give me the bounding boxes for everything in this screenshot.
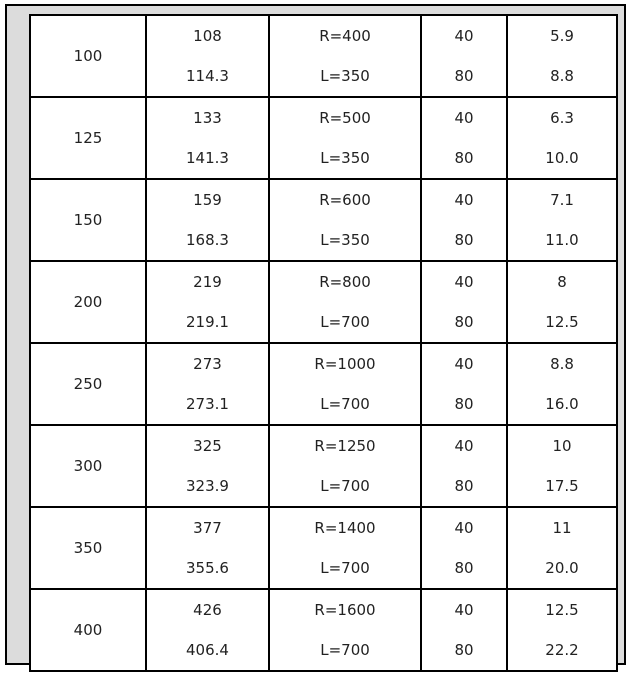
thickness-cell-value: 5.9 [550, 27, 574, 45]
radius-length-cell-pair [270, 189, 420, 251]
outer-diameter-cell-value: 323.9 [186, 477, 229, 495]
table-row [30, 179, 617, 261]
nominal-size-cell: 100 [30, 15, 146, 97]
radius-length-cell-pair [270, 435, 420, 497]
table-row [30, 343, 617, 425]
radius-length-cell-value: R=400 [319, 27, 371, 45]
outer-diameter-cell-pair [147, 271, 268, 333]
radius-length-cell-value: R=600 [319, 191, 371, 209]
pressure-cell-pair [422, 599, 506, 661]
thickness-cell-value: 20.0 [545, 559, 579, 577]
pressure-cell-value: 80 [454, 641, 474, 659]
outer-diameter-cell-value: 377 [193, 519, 222, 537]
radius-length-cell-value: L=350 [320, 149, 370, 167]
pressure-cell [421, 261, 507, 343]
thickness-cell [507, 15, 617, 97]
outer-diameter-cell-value: 406.4 [186, 641, 229, 659]
thickness-cell-pair [508, 599, 616, 661]
pressure-cell [421, 97, 507, 179]
outer-diameter-cell-value: 159 [193, 191, 222, 209]
radius-length-cell-value: R=1250 [314, 437, 376, 455]
pressure-cell-pair [422, 353, 506, 415]
thickness-cell [507, 425, 617, 507]
outer-diameter-cell [146, 425, 269, 507]
radius-length-cell-value: L=700 [320, 641, 370, 659]
outer-diameter-cell-value: 114.3 [186, 67, 229, 85]
outer-diameter-cell-pair [147, 517, 268, 579]
radius-length-cell-pair [270, 599, 420, 661]
thickness-cell [507, 261, 617, 343]
radius-length-cell-value: L=700 [320, 477, 370, 495]
thickness-cell-value: 8.8 [550, 355, 574, 373]
outer-diameter-cell-pair [147, 107, 268, 169]
radius-length-cell-value: R=500 [319, 109, 371, 127]
pressure-cell [421, 15, 507, 97]
nominal-size-cell: 300 [30, 425, 146, 507]
nominal-size-cell: 200 [30, 261, 146, 343]
outer-diameter-cell-value: 355.6 [186, 559, 229, 577]
outer-diameter-cell-value: 219 [193, 273, 222, 291]
radius-length-cell [269, 343, 421, 425]
radius-length-cell [269, 15, 421, 97]
thickness-cell-pair [508, 271, 616, 333]
radius-length-cell-value: L=700 [320, 313, 370, 331]
radius-length-cell [269, 507, 421, 589]
pressure-cell-pair [422, 435, 506, 497]
thickness-cell-value: 12.5 [545, 313, 579, 331]
radius-length-cell-pair [270, 25, 420, 87]
thickness-cell-pair [508, 435, 616, 497]
pressure-cell [421, 507, 507, 589]
pressure-cell-value: 80 [454, 313, 474, 331]
thickness-cell-pair [508, 107, 616, 169]
radius-length-cell-value: L=700 [320, 395, 370, 413]
outer-diameter-cell [146, 507, 269, 589]
thickness-cell-value: 12.5 [545, 601, 579, 619]
pressure-cell [421, 343, 507, 425]
outer-diameter-cell [146, 261, 269, 343]
radius-length-cell-value: R=1400 [314, 519, 376, 537]
outer-diameter-cell-value: 108 [193, 27, 222, 45]
table-frame [5, 4, 626, 665]
spec-table [29, 14, 618, 672]
outer-diameter-cell-value: 219.1 [186, 313, 229, 331]
radius-length-cell-value: L=350 [320, 231, 370, 249]
outer-diameter-cell-value: 273.1 [186, 395, 229, 413]
thickness-cell [507, 97, 617, 179]
outer-diameter-cell-pair [147, 353, 268, 415]
outer-diameter-cell [146, 179, 269, 261]
table-row [30, 15, 617, 97]
outer-diameter-cell-value: 426 [193, 601, 222, 619]
outer-diameter-cell-value: 141.3 [186, 149, 229, 167]
table-row [30, 97, 617, 179]
radius-length-cell-pair [270, 353, 420, 415]
outer-diameter-cell-value: 325 [193, 437, 222, 455]
outer-diameter-cell-pair [147, 189, 268, 251]
thickness-cell-value: 10 [552, 437, 572, 455]
radius-length-cell [269, 261, 421, 343]
radius-length-cell [269, 589, 421, 671]
pressure-cell-value: 80 [454, 559, 474, 577]
thickness-cell [507, 343, 617, 425]
pressure-cell [421, 425, 507, 507]
pressure-cell-pair [422, 517, 506, 579]
outer-diameter-cell-pair [147, 599, 268, 661]
nominal-size-cell: 350 [30, 507, 146, 589]
thickness-cell-value: 8.8 [550, 67, 574, 85]
thickness-cell-pair [508, 517, 616, 579]
outer-diameter-cell-value: 273 [193, 355, 222, 373]
pressure-cell-value: 40 [454, 601, 474, 619]
table-row [30, 589, 617, 671]
spec-table-body [30, 15, 617, 671]
outer-diameter-cell-value: 168.3 [186, 231, 229, 249]
pressure-cell-value: 80 [454, 231, 474, 249]
pressure-cell-value: 40 [454, 437, 474, 455]
table-row [30, 261, 617, 343]
radius-length-cell-value: L=350 [320, 67, 370, 85]
pressure-cell-value: 80 [454, 149, 474, 167]
nominal-size-cell: 150 [30, 179, 146, 261]
outer-diameter-cell [146, 343, 269, 425]
thickness-cell-pair [508, 189, 616, 251]
table-row [30, 507, 617, 589]
radius-length-cell-pair [270, 271, 420, 333]
table-row [30, 425, 617, 507]
thickness-cell-value: 8 [557, 273, 567, 291]
pressure-cell-value: 40 [454, 27, 474, 45]
radius-length-cell-pair [270, 517, 420, 579]
nominal-size-cell: 250 [30, 343, 146, 425]
pressure-cell [421, 179, 507, 261]
pressure-cell-pair [422, 271, 506, 333]
thickness-cell [507, 589, 617, 671]
thickness-cell [507, 507, 617, 589]
outer-diameter-cell-value: 133 [193, 109, 222, 127]
outer-diameter-cell-pair [147, 435, 268, 497]
thickness-cell-pair [508, 353, 616, 415]
outer-diameter-cell [146, 589, 269, 671]
pressure-cell-value: 40 [454, 273, 474, 291]
pressure-cell-pair [422, 189, 506, 251]
thickness-cell-value: 17.5 [545, 477, 579, 495]
pressure-cell-value: 40 [454, 191, 474, 209]
radius-length-cell-value: R=1600 [314, 601, 376, 619]
thickness-cell-value: 11 [552, 519, 572, 537]
thickness-cell-value: 22.2 [545, 641, 579, 659]
nominal-size-cell: 400 [30, 589, 146, 671]
pressure-cell-value: 80 [454, 67, 474, 85]
pressure-cell-pair [422, 25, 506, 87]
radius-length-cell-pair [270, 107, 420, 169]
outer-diameter-cell-pair [147, 25, 268, 87]
radius-length-cell [269, 179, 421, 261]
pressure-cell [421, 589, 507, 671]
radius-length-cell [269, 425, 421, 507]
pressure-cell-value: 40 [454, 519, 474, 537]
radius-length-cell-value: R=800 [319, 273, 371, 291]
radius-length-cell-value: L=700 [320, 559, 370, 577]
pressure-cell-value: 80 [454, 477, 474, 495]
thickness-cell-pair [508, 25, 616, 87]
thickness-cell-value: 16.0 [545, 395, 579, 413]
pressure-cell-pair [422, 107, 506, 169]
pressure-cell-value: 40 [454, 109, 474, 127]
thickness-cell-value: 11.0 [545, 231, 579, 249]
thickness-cell-value: 6.3 [550, 109, 574, 127]
radius-length-cell-value: R=1000 [314, 355, 376, 373]
thickness-cell [507, 179, 617, 261]
thickness-cell-value: 7.1 [550, 191, 574, 209]
outer-diameter-cell [146, 15, 269, 97]
nominal-size-cell: 125 [30, 97, 146, 179]
pressure-cell-value: 40 [454, 355, 474, 373]
radius-length-cell [269, 97, 421, 179]
pressure-cell-value: 80 [454, 395, 474, 413]
outer-diameter-cell [146, 97, 269, 179]
thickness-cell-value: 10.0 [545, 149, 579, 167]
